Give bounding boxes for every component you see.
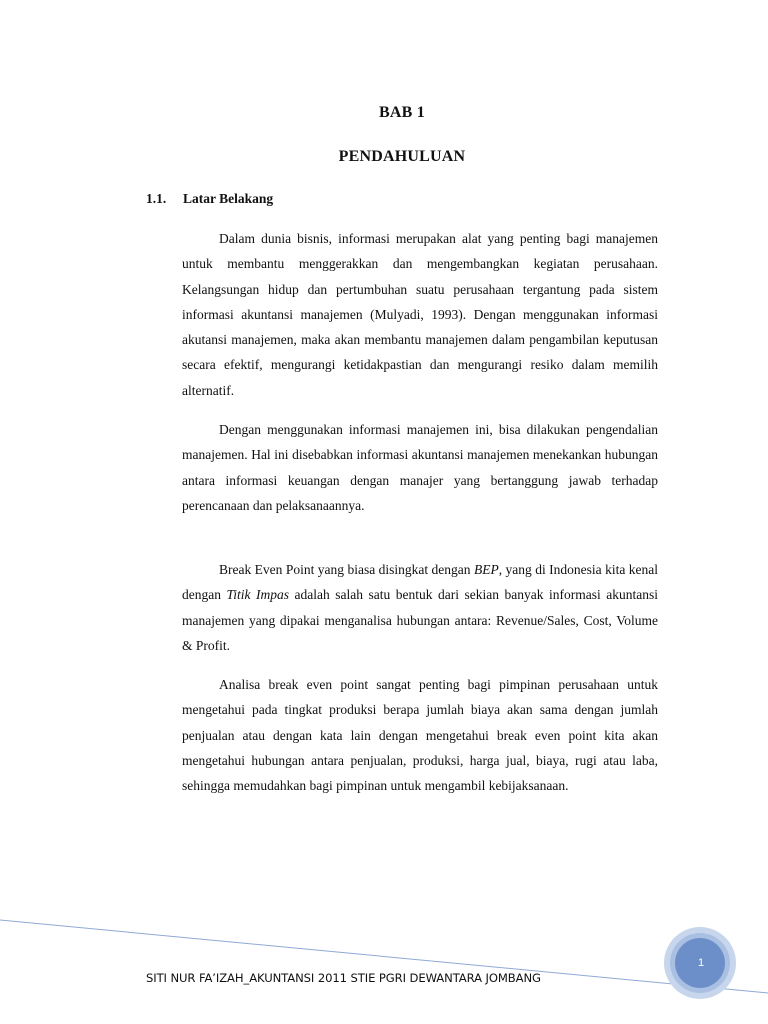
page-number: 1 (697, 957, 705, 969)
footer-author-text: SITI NUR FA’IZAH_AKUNTANSI 2011 STIE PGRI DEWANTARA JOMBANG (146, 971, 541, 985)
paragraph-1: Dalam dunia bisnis, informasi merupakan alat yang penting bagi manajemen untuk membantu menggerakkan dan mengembangkan kegiatan perusahaan. Kelangsungan hidup dan pertumbuhan suatu perusahaan tergantung pada sistem informasi akuntansi manajemen (Mulyadi, 1993). Dengan menggunakan informasi akutansi manajemen, maka akan membantu manajemen dalam pengambilan keputusan secara efektif, mengurangi ketidakpastian dan mengurangi resiko dalam memilih alternatif. (182, 231, 658, 398)
paragraph-3-text-2: , yang di Indonesia kita kenal dengan (182, 562, 658, 603)
chapter-label: BAB 1 (379, 104, 425, 121)
section-title: Latar Belakang (183, 191, 274, 206)
paragraph-2: Dengan menggunakan informasi manajemen ini, bisa dilakukan pengendalian manajemen. Hal ini disebabkan informasi akuntansi manajemen menekankan hubungan antara informasi keuangan dengan manajer yang bertanggung jawab terhadap perencanaan dan pelaksanaannya. (182, 422, 658, 513)
bep-term: BEP (473, 562, 499, 577)
chapter-title: PENDAHULUAN (338, 148, 466, 165)
paragraph-4: Analisa break even point sangat penting bagi pimpinan perusahaan untuk mengetahui pada tingkat produksi berapa jumlah biaya akan sama dengan jumlah penjualan atau dengan kata lain dengan mengetahui break even point kita akan mengetahui hubungan antara penjualan, produksi, harga jual, biaya, rugi atau laba, sehingga memudahkan bagi pimpinan untuk mengambil kebijaksanaan. (182, 677, 658, 794)
titik-impas-term: Titik Impas (226, 587, 290, 603)
section-number: 1.1. (146, 191, 167, 206)
paragraph-3-text-3: adalah salah satu bentuk dari sekian banyak informasi akuntansi manajemen yang dipakai menganalisa hubungan antara: Revenue/Sales, Cost, Volume & Profit. (182, 587, 658, 653)
paragraph-3-text-1: Break Even Point yang biasa disingkat dengan (219, 562, 474, 577)
